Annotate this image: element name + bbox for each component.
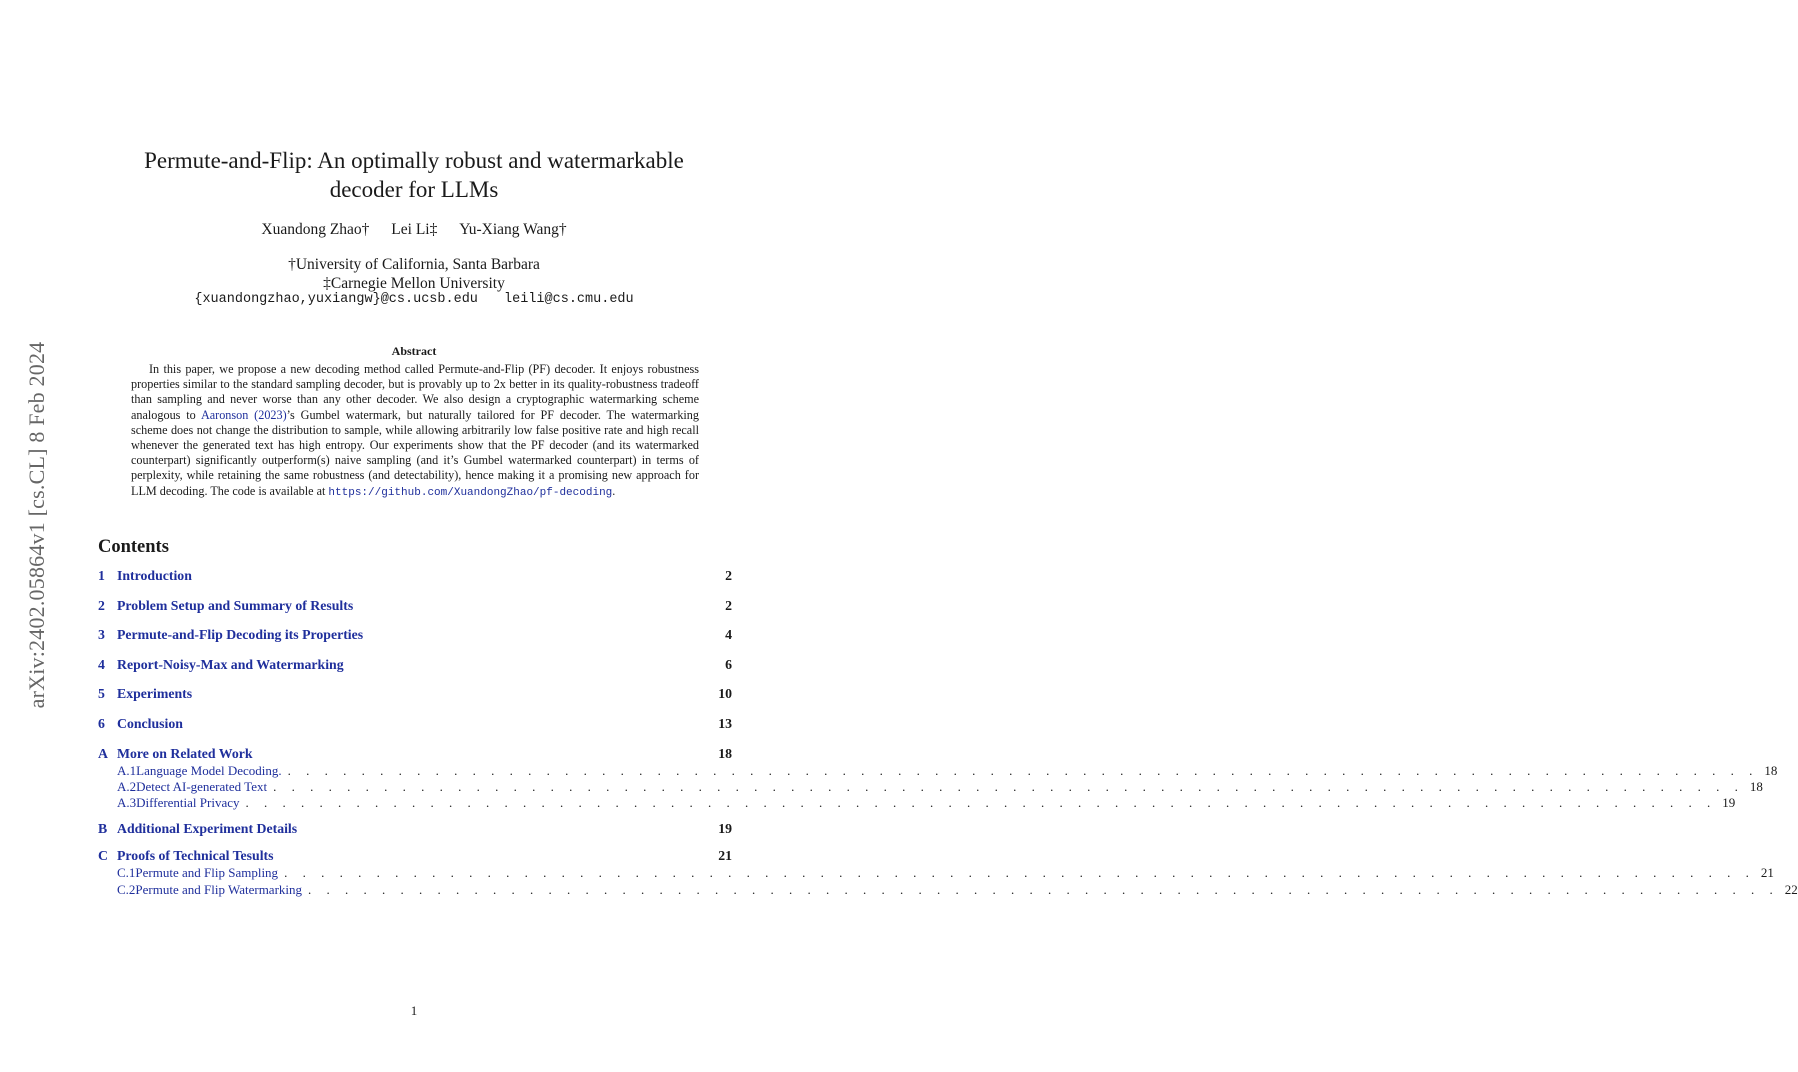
toc-dot-leader: . . . . . . . . . . . . . . . . . . . . . . . . . . . . . . . . . . . . . . . . . . . . . . . . . . . . . . . . . . . . . . . . . . . . . . . . . . . . . . . .	[287, 762, 1759, 778]
toc-section-title[interactable]: Introduction	[117, 568, 192, 583]
page-number: 1	[410, 1003, 418, 1018]
toc-section-number: 3	[98, 627, 105, 643]
toc-section-entry[interactable]	[98, 598, 732, 628]
affiliations	[150, 255, 678, 293]
toc-appendix-entry[interactable]	[98, 746, 732, 763]
citation-link[interactable]: Aaronson (2023)	[200, 407, 287, 422]
toc-page-number: 18	[1764, 762, 1778, 778]
toc-page-number: 21	[718, 848, 732, 864]
toc-appendix-entry[interactable]	[98, 848, 732, 865]
toc-page-number: 10	[718, 686, 732, 702]
toc-subsection-title[interactable]: Detect AI-generated Text	[136, 778, 268, 794]
toc-dot-leader: . . . . . . . . . . . . . . . . . . . . . . . . . . . . . . . . . . . . . . . . . . . . . . . . . . . . . . . . . . . . . . . . . . . . . . . . . . . . . . . .	[273, 778, 1744, 794]
toc-section-number: 4	[98, 656, 105, 672]
table-of-contents	[98, 568, 1798, 908]
toc-appendix-group	[98, 821, 732, 838]
toc-subsection-number: A.3	[117, 795, 137, 811]
author-emails	[140, 292, 688, 307]
author-name: Lei Li‡	[391, 221, 438, 238]
toc-section-number: 1	[98, 568, 105, 583]
toc-section-number: C	[98, 848, 108, 864]
toc-page-number: 13	[718, 715, 732, 731]
toc-subsection-entry[interactable]	[98, 865, 1774, 881]
toc-section-entry[interactable]	[98, 716, 732, 746]
toc-dot-leader: . . . . . . . . . . . . . . . . . . . . . . . . . . . . . . . . . . . . . . . . . . . . . . . . . . . . . . . . . . . . . . . . . . . . . . . . . . . . . . . .	[245, 795, 1717, 811]
toc-page-number: 2	[725, 568, 732, 583]
toc-section-entry[interactable]	[98, 627, 732, 657]
author-name: Yu-Xiang Wang†	[459, 221, 567, 238]
affiliation: †University of California, Santa Barbara	[288, 256, 540, 273]
toc-section-number: 5	[98, 686, 105, 702]
toc-section-title[interactable]: Report-Noisy-Max and Watermarking	[117, 656, 344, 672]
toc-page-number: 6	[725, 656, 732, 672]
toc-page-number: 18	[1749, 778, 1763, 794]
toc-subsection-entry[interactable]	[98, 778, 1763, 795]
toc-section-number: B	[98, 821, 108, 837]
title-line-2: decoder for LLMs	[329, 177, 499, 202]
arxiv-identifier	[22, 300, 52, 750]
toc-section-number: A	[98, 745, 108, 761]
toc-subsection-title[interactable]: Language Model Decoding.	[136, 762, 282, 778]
toc-appendix-group	[98, 745, 1778, 812]
email: leili@cs.cmu.edu	[504, 292, 634, 307]
toc-subsection-entry[interactable]	[98, 795, 1736, 811]
abstract-body	[131, 362, 699, 501]
toc-section-title[interactable]: More on Related Work	[117, 745, 253, 761]
toc-appendix-entry[interactable]	[98, 821, 732, 838]
abstract-text: In this paper, we propose a new decoding method called Permute-and-Flip (PF) decoder. It enjoys robustness properties similar to the standard sampling decoder, but is provably up to 2x better in its quality-robustness tradeoff than sampling and never worse than any other decoder. We also design a cryptographic watermarking scheme analogous to	[131, 362, 699, 422]
abstract-text: .	[612, 483, 616, 498]
toc-dot-leader: . . . . . . . . . . . . . . . . . . . . . . . . . . . . . . . . . . . . . . . . . . . . . . . . . . . . . . . . . . . . . . . . . . . . . . . . . . . . . . . .	[284, 865, 1755, 881]
toc-appendix-group	[98, 848, 1798, 898]
toc-section-title[interactable]: Permute-and-Flip Decoding its Properties	[117, 627, 364, 643]
contents-heading: Contents	[98, 537, 169, 557]
toc-page-number: 4	[725, 627, 732, 643]
toc-dot-leader: . . . . . . . . . . . . . . . . . . . . . . . . . . . . . . . . . . . . . . . . . . . . . . . . . . . . . . . . . . . . . . . . . . . . . . . . . . . . . . . .	[308, 881, 1779, 897]
author-list	[150, 221, 678, 239]
toc-section-title[interactable]: Proofs of Technical Tesults	[117, 848, 274, 864]
title-line-1: Permute-and-Flip: An optimally robust and watermarkable	[144, 148, 684, 173]
affiliation: ‡Carnegie Mellon University	[323, 275, 505, 292]
toc-subsection-entry[interactable]	[98, 762, 1778, 779]
email: {xuandongzhao,yuxiangw}@cs.ucsb.edu	[194, 292, 478, 307]
toc-section-number: 2	[98, 597, 105, 613]
toc-section-entry[interactable]	[98, 657, 732, 687]
paper-title	[110, 146, 718, 204]
code-url-link[interactable]: https://github.com/XuandongZhao/pf-decoding	[328, 486, 613, 499]
toc-subsection-title[interactable]: Permute and Flip Sampling	[135, 865, 279, 881]
toc-page-number: 2	[725, 597, 732, 613]
toc-section-title[interactable]: Additional Experiment Details	[117, 821, 298, 837]
toc-page-number: 22	[1784, 881, 1798, 897]
toc-subsection-title[interactable]: Permute and Flip Watermarking	[135, 881, 303, 897]
toc-page-number: 19	[1722, 795, 1736, 811]
toc-page-number: 19	[718, 821, 732, 837]
toc-section-number: 6	[98, 715, 105, 731]
arxiv-identifier-text: arXiv:2402.05864v1 [cs.CL] 8 Feb 2024	[24, 341, 49, 709]
toc-subsection-number: A.1	[117, 762, 137, 778]
toc-subsection-number: C.2	[117, 881, 136, 897]
toc-page-number: 18	[718, 745, 732, 761]
toc-section-title[interactable]: Conclusion	[117, 715, 183, 731]
toc-section-title[interactable]: Experiments	[117, 686, 193, 702]
toc-page-number: 21	[1760, 865, 1774, 881]
abstract-text: ’s Gumbel watermark, but naturally tailored for PF decoder. The watermarking scheme does not change the distribution to sample, while allowing arbitrarily low false positive rate and high recall whenever the generated text has high entropy. Our experiments show that the PF decoder (and its watermarked counterpart) significantly outperform(s) naive sampling (and it’s Gumbel watermarked counterpart) in terms of perplexity, while retaining the same robustness (and detectability), hence making it a promising new approach for LLM decoding. The code is available at	[131, 407, 699, 498]
abstract-heading: Abstract	[391, 344, 437, 358]
toc-subsection-title[interactable]: Differential Privacy	[136, 795, 240, 811]
toc-section-entry[interactable]	[98, 686, 732, 716]
toc-subsection-number: A.2	[117, 778, 137, 794]
toc-section-entry[interactable]	[98, 568, 732, 598]
toc-subsection-number: C.1	[117, 865, 136, 881]
toc-section-title[interactable]: Problem Setup and Summary of Results	[117, 597, 354, 613]
toc-subsection-entry[interactable]	[98, 881, 1798, 898]
author-name: Xuandong Zhao†	[261, 221, 370, 238]
